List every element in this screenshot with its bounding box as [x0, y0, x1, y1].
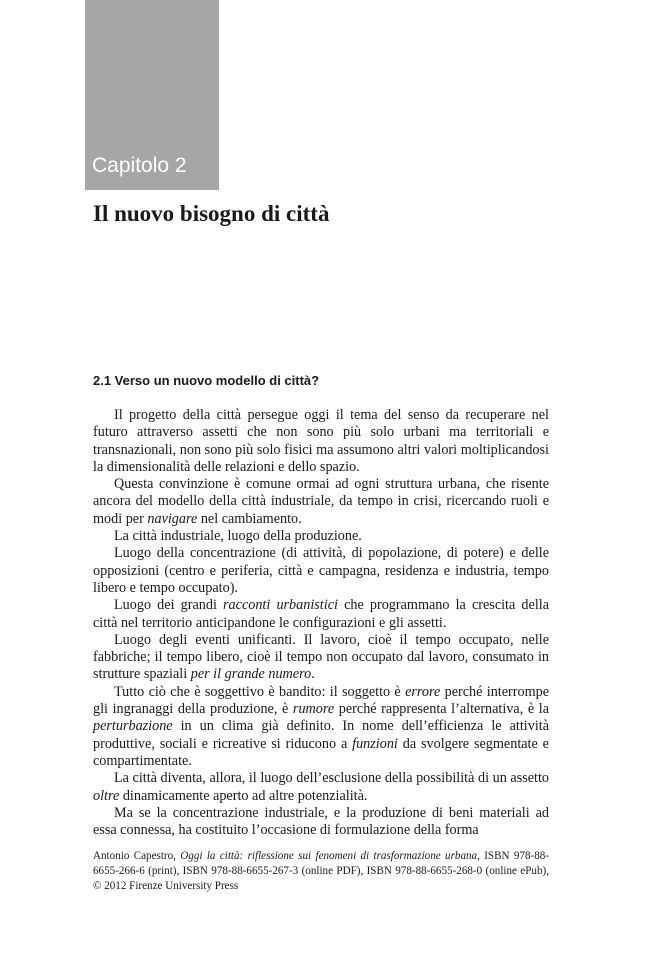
- paragraph: Questa convinzione è comune ormai ad ogni struttura urbana, che risente ancora del modello della città industriale, da tempo in crisi, ricercando ruoli e modi per navigare nel cambiamento.: [93, 476, 549, 527]
- paragraph: Luogo degli eventi unificanti. Il lavoro, cioè il tempo occupato, nelle fabbriche; il tempo libero, cioè il tempo non occupato dal lavoro, consumato in strutture spaziali per il grande numero.: [93, 631, 549, 683]
- section-heading: 2.1 Verso un nuovo modello di città?: [93, 373, 320, 388]
- paragraph: Tutto ciò che è soggettivo è bandito: il soggetto è errore perché interrompe gli ingranaggi della produzione, è rumore perché rappresenta l’alternativa, è la perturbazione in un clima già definito. In nome dell’efficienza le attività produttive, sociali e ricreative si riducono a funzioni da svolgere segmentate e compartimentate.: [93, 683, 549, 769]
- paragraph: Il progetto della città persegue oggi il tema del senso da recuperare nel futuro attraverso assetti che non sono più solo urbani ma territoriali e transnazionali, non sono più solo fisici ma assumono altri valori moltiplicandosi la dimensionalità delle relazioni e dello spazio.: [93, 407, 549, 475]
- paragraph: La città diventa, allora, il luogo dell’esclusione della possibilità di un assetto oltre dinamicamente aperto ad altre potenzialità.: [93, 770, 549, 804]
- paragraph: Luogo della concentrazione (di attività, di popolazione, di potere) e delle opposizioni (centro e periferia, città e campagna, residenza e industria, tempo libero e tempo occupato).: [93, 545, 549, 596]
- footnote-citation: Antonio Capestro, Oggi la città: riflessione sui fenomeni di trasformazione urbana, ISBN 978-88-6655-266-6 (print), ISBN 978-88-6655-267-3 (online PDF), ISBN 978-88-6655-268-0 (online ePub), © 2012 Firenze University Press: [93, 850, 549, 892]
- chapter-title: Il nuovo bisogno di città: [93, 201, 330, 226]
- paragraph: Ma se la concentrazione industriale, e la produzione di beni materiali ad essa connessa, ha costituito l’occasione di formulazione della forma: [93, 804, 549, 839]
- paragraph: Luogo dei grandi racconti urbanistici che programmano la crescita della città nel territorio anticipandone le configurazioni e gli assetti.: [93, 597, 550, 631]
- chapter-tab: [85, 0, 219, 190]
- body-text: [93, 407, 549, 839]
- paragraph: La città industriale, luogo della produzione.: [114, 528, 362, 545]
- chapter-label: Capitolo 2: [92, 154, 187, 177]
